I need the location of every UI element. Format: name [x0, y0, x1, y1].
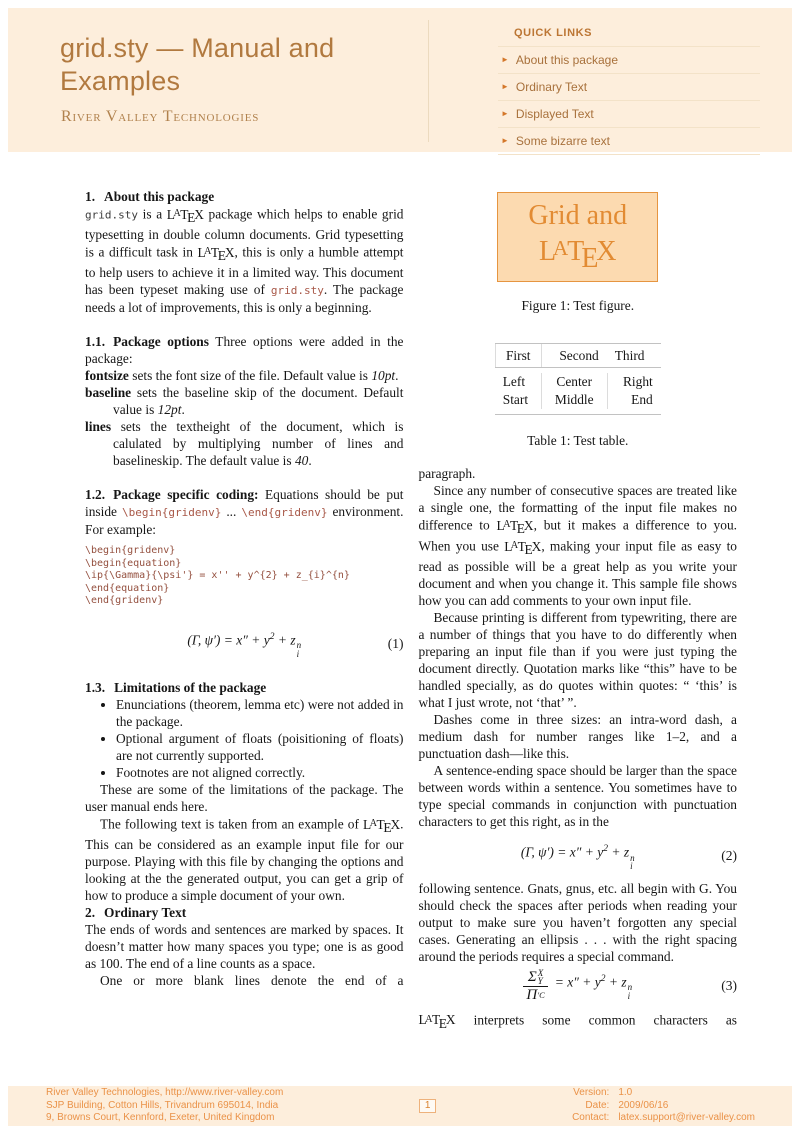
document-title: grid.sty — Manual and Examples: [60, 33, 335, 96]
latex-logo: $L^ATEX$: [166, 206, 204, 226]
footer-meta-block: [572, 1087, 755, 1125]
right-paragraph-0: paragraph.: [418, 466, 476, 481]
right-paragraph-4: A sentence-ending space should be larger than the space between words within a sentence. You sometimes have to type special commands in conjunction with punctuation characters to get this right, as in the: [418, 763, 737, 830]
latex-logo: $L^ATEX$: [363, 816, 401, 836]
code-line: \end{equation}: [85, 582, 170, 594]
right-paragraph-1: Since any number of consecutive spaces are treated like a single one, the formatting of the input file makes no difference to $L^ATEX$, but it makes a difference to you. When you use $L^ATEX$, making your input file as easy to read as possible will be a great help as you write your document and when you change it. This sample file shows how you can add comments to your own input file.: [418, 483, 737, 609]
code-line: \begin{gridenv}: [85, 545, 176, 557]
footer-address-block: [46, 1087, 283, 1125]
equation-1-body: (Γ, $\psi') = x'' + y^2 + z$ n i: [187, 631, 302, 659]
quick-link[interactable]: [498, 47, 760, 74]
test-table: [495, 343, 661, 415]
footer-address-line: SJP Building, Cotton Hills, Trivandrum 695014, India: [46, 1099, 279, 1111]
section-2-heading: 2. Ordinary Text: [85, 905, 187, 921]
figure-latex-logo: [539, 232, 617, 276]
code-line: \end{gridenv}: [85, 595, 164, 607]
package-options-list: [85, 367, 404, 469]
option-term: baseline: [85, 385, 132, 401]
table-header-cell: Third: [614, 348, 645, 363]
footer-meta-value: latex.support@river-valley.com: [618, 1112, 755, 1124]
equation-2-number: (2): [721, 848, 737, 864]
table-cell: Middle: [541, 391, 607, 409]
equation-2: [419, 841, 738, 871]
limitations-paragraph-2: The following text is taken from an example of $L^ATEX$. This can be considered as an example input file for our purpose. Playing with this file by changing the options and looking at the the generated output, you can get a grip of how to produce a simple document of your own.: [85, 816, 404, 904]
arrow-right-icon: ►: [501, 55, 509, 64]
page-footer: [8, 1086, 792, 1126]
section-1-paragraph: grid.sty is a $L^ATEX$ package which helps to enable grid typesetting in double column documents. Grid typesetting is a difficult task in $L^ATEX$, this is only a humble attempt to help users to achieve it in a limited way. This document has been typeset making use of grid.sty. The package needs a lot of improvements, this is only a beginning.: [85, 206, 404, 316]
page-header: [8, 8, 792, 152]
package-option: fontsize sets the font size of the file. Default value is 10pt.: [85, 368, 399, 384]
quick-links-title: QUICK LINKS: [498, 24, 760, 47]
equation-1: [85, 629, 404, 659]
quick-links-panel: [498, 24, 760, 155]
table-cell: Start: [502, 392, 529, 407]
table-header-cell: Second: [541, 344, 607, 367]
quick-links-list: [498, 47, 760, 155]
section-1-1-paragraph: 1.1. Package options Three options were added in the package:: [85, 334, 404, 367]
option-term: fontsize: [85, 368, 129, 384]
equation-3-body: = $x'' + y^2 + z$ n i: [554, 973, 633, 1001]
quick-link-label: Ordinary Text: [515, 80, 588, 94]
limitation-item: • Optional argument of floats (poisitioning of floats) are not currently supported.: [116, 730, 404, 764]
quick-link-label: Some bizarre text: [515, 134, 610, 148]
latex-logo: $L^ATEX$: [197, 244, 235, 264]
arrow-right-icon: ►: [501, 82, 509, 91]
section-1-2-paragraph: 1.2. Package specific coding: Equations should be put inside \begin{gridenv} ... \end{gridenv} environment. For example:: [85, 487, 404, 538]
table-cell: Center: [541, 373, 607, 391]
publisher-name: River Valley Technologies: [61, 108, 260, 125]
footer-address-line: River Valley Technologies, http://www.river-valley.com: [46, 1087, 284, 1099]
quick-link[interactable]: [498, 128, 760, 155]
quick-link[interactable]: [498, 74, 760, 101]
table-caption: Table 1: Test table.: [527, 433, 629, 448]
table-header-cell: First: [495, 344, 541, 367]
limitations-paragraph-1: These are some of the limitations of the package. The user manual ends here.: [85, 782, 404, 815]
figure-test: [497, 192, 658, 282]
page-number: 1: [419, 1099, 437, 1114]
footer-meta-label: Version:: [573, 1087, 610, 1099]
section-1-3-heading: 1.3. Limitations of the package: [85, 680, 267, 696]
package-option: baseline sets the baseline skip of the document. Default value is 12pt.: [85, 385, 404, 418]
footer-address-line: 9, Browns Court, Kennford, Exeter, United Kingdom: [46, 1112, 275, 1124]
quick-link[interactable]: [498, 101, 760, 128]
footer-meta-label: Date:: [585, 1099, 610, 1111]
arrow-right-icon: ►: [501, 109, 509, 118]
latex-logo: $L^ATEX$: [504, 538, 542, 558]
table-header-row: [495, 343, 661, 368]
equation-3: [419, 969, 738, 1003]
equation-3-number: (3): [721, 978, 737, 994]
equation-3-fraction: Σ X Y Π ′ C: [523, 969, 547, 1003]
table-cell: Right: [607, 373, 661, 391]
latex-logo: $L^ATEX$: [418, 1012, 456, 1031]
section-2-paragraph-1: The ends of words and sentences are marked by spaces. It doesn’t matter how many spaces you type; one is as good as 100. The end of a line counts as a space.: [85, 922, 404, 972]
code-block: [85, 545, 404, 608]
table-row: [495, 391, 661, 409]
figure-caption: Figure 1: Test figure.: [521, 298, 635, 313]
right-paragraph-3: Dashes come in three sizes: an intra-word dash, a medium dash for number ranges like 1–2, and a punctuation dash—like this.: [418, 712, 737, 762]
table-cell: Left: [502, 374, 526, 389]
equation-1-number: (1): [387, 635, 404, 651]
header-divider: [428, 20, 429, 142]
package-option: lines sets the textheight of the document, which is calulated by multiplying number of lines and baselineskip. The default value is 40.: [85, 419, 404, 469]
limitation-item: • Footnotes are not aligned correctly.: [116, 764, 404, 781]
section-1-1-heading: 1.1. Package options: [85, 334, 209, 350]
right-column: [419, 188, 738, 1080]
option-term: lines: [85, 419, 112, 435]
limitations-list: [85, 696, 404, 781]
section-2-paragraph-2: One or more blank lines denote the end of a: [100, 973, 404, 989]
limitation-item: • Enunciations (theorem, lemma etc) were not added in the package.: [116, 696, 404, 730]
right-paragraph-5: following sentence. Gnats, gnus, etc. all begin with G. You should check the spaces after periods when reading your output to make sure you haven’t forgotten any special cases. Generating an ellipsis . . . with the right spacing around the periods requires a special command.: [418, 880, 737, 964]
arrow-right-icon: ►: [501, 136, 509, 145]
latex-logo: $L^ATEX$: [496, 517, 534, 537]
section-1-heading: 1. About this package: [85, 189, 215, 204]
footer-meta-label: Contact:: [572, 1112, 610, 1124]
document-body: [0, 152, 800, 1080]
code-line: \begin{equation}: [85, 557, 182, 569]
left-column: [85, 188, 404, 1080]
latex-logo: $L^ATEX$: [538, 235, 617, 275]
footer-meta-value: 2009/06/16: [618, 1099, 669, 1111]
code-line: \ip{\Gamma}{\psi'} = x'' + y^{2} + z_{i}^{n}: [85, 570, 350, 582]
quick-link-label: About this package: [515, 53, 618, 67]
quick-link-label: Displayed Text: [515, 107, 594, 121]
section-1-2-heading: 1.2. Package specific coding:: [85, 487, 259, 503]
table-row: [495, 373, 661, 391]
footer-meta-value: 1.0: [618, 1087, 633, 1099]
table-cell: End: [607, 391, 661, 409]
equation-2-body: (Γ, $\psi') = x'' + y^2 + z$ n i: [520, 844, 635, 872]
figure-line-1: Grid and: [528, 199, 628, 231]
right-paragraph-2: Because printing is different from typewriting, there are a number of things that you have to do differently when preparing an input file than if you were just typing the document directly. Quotation marks like “this” have to be handled specially, as do quotes within quotes: “ ‘this’ is what I just wrote, not ‘that’ ”.: [418, 610, 737, 711]
table-body: [495, 368, 661, 415]
right-paragraph-6: $L^ATEX$ interprets some common characters as: [418, 1012, 737, 1031]
